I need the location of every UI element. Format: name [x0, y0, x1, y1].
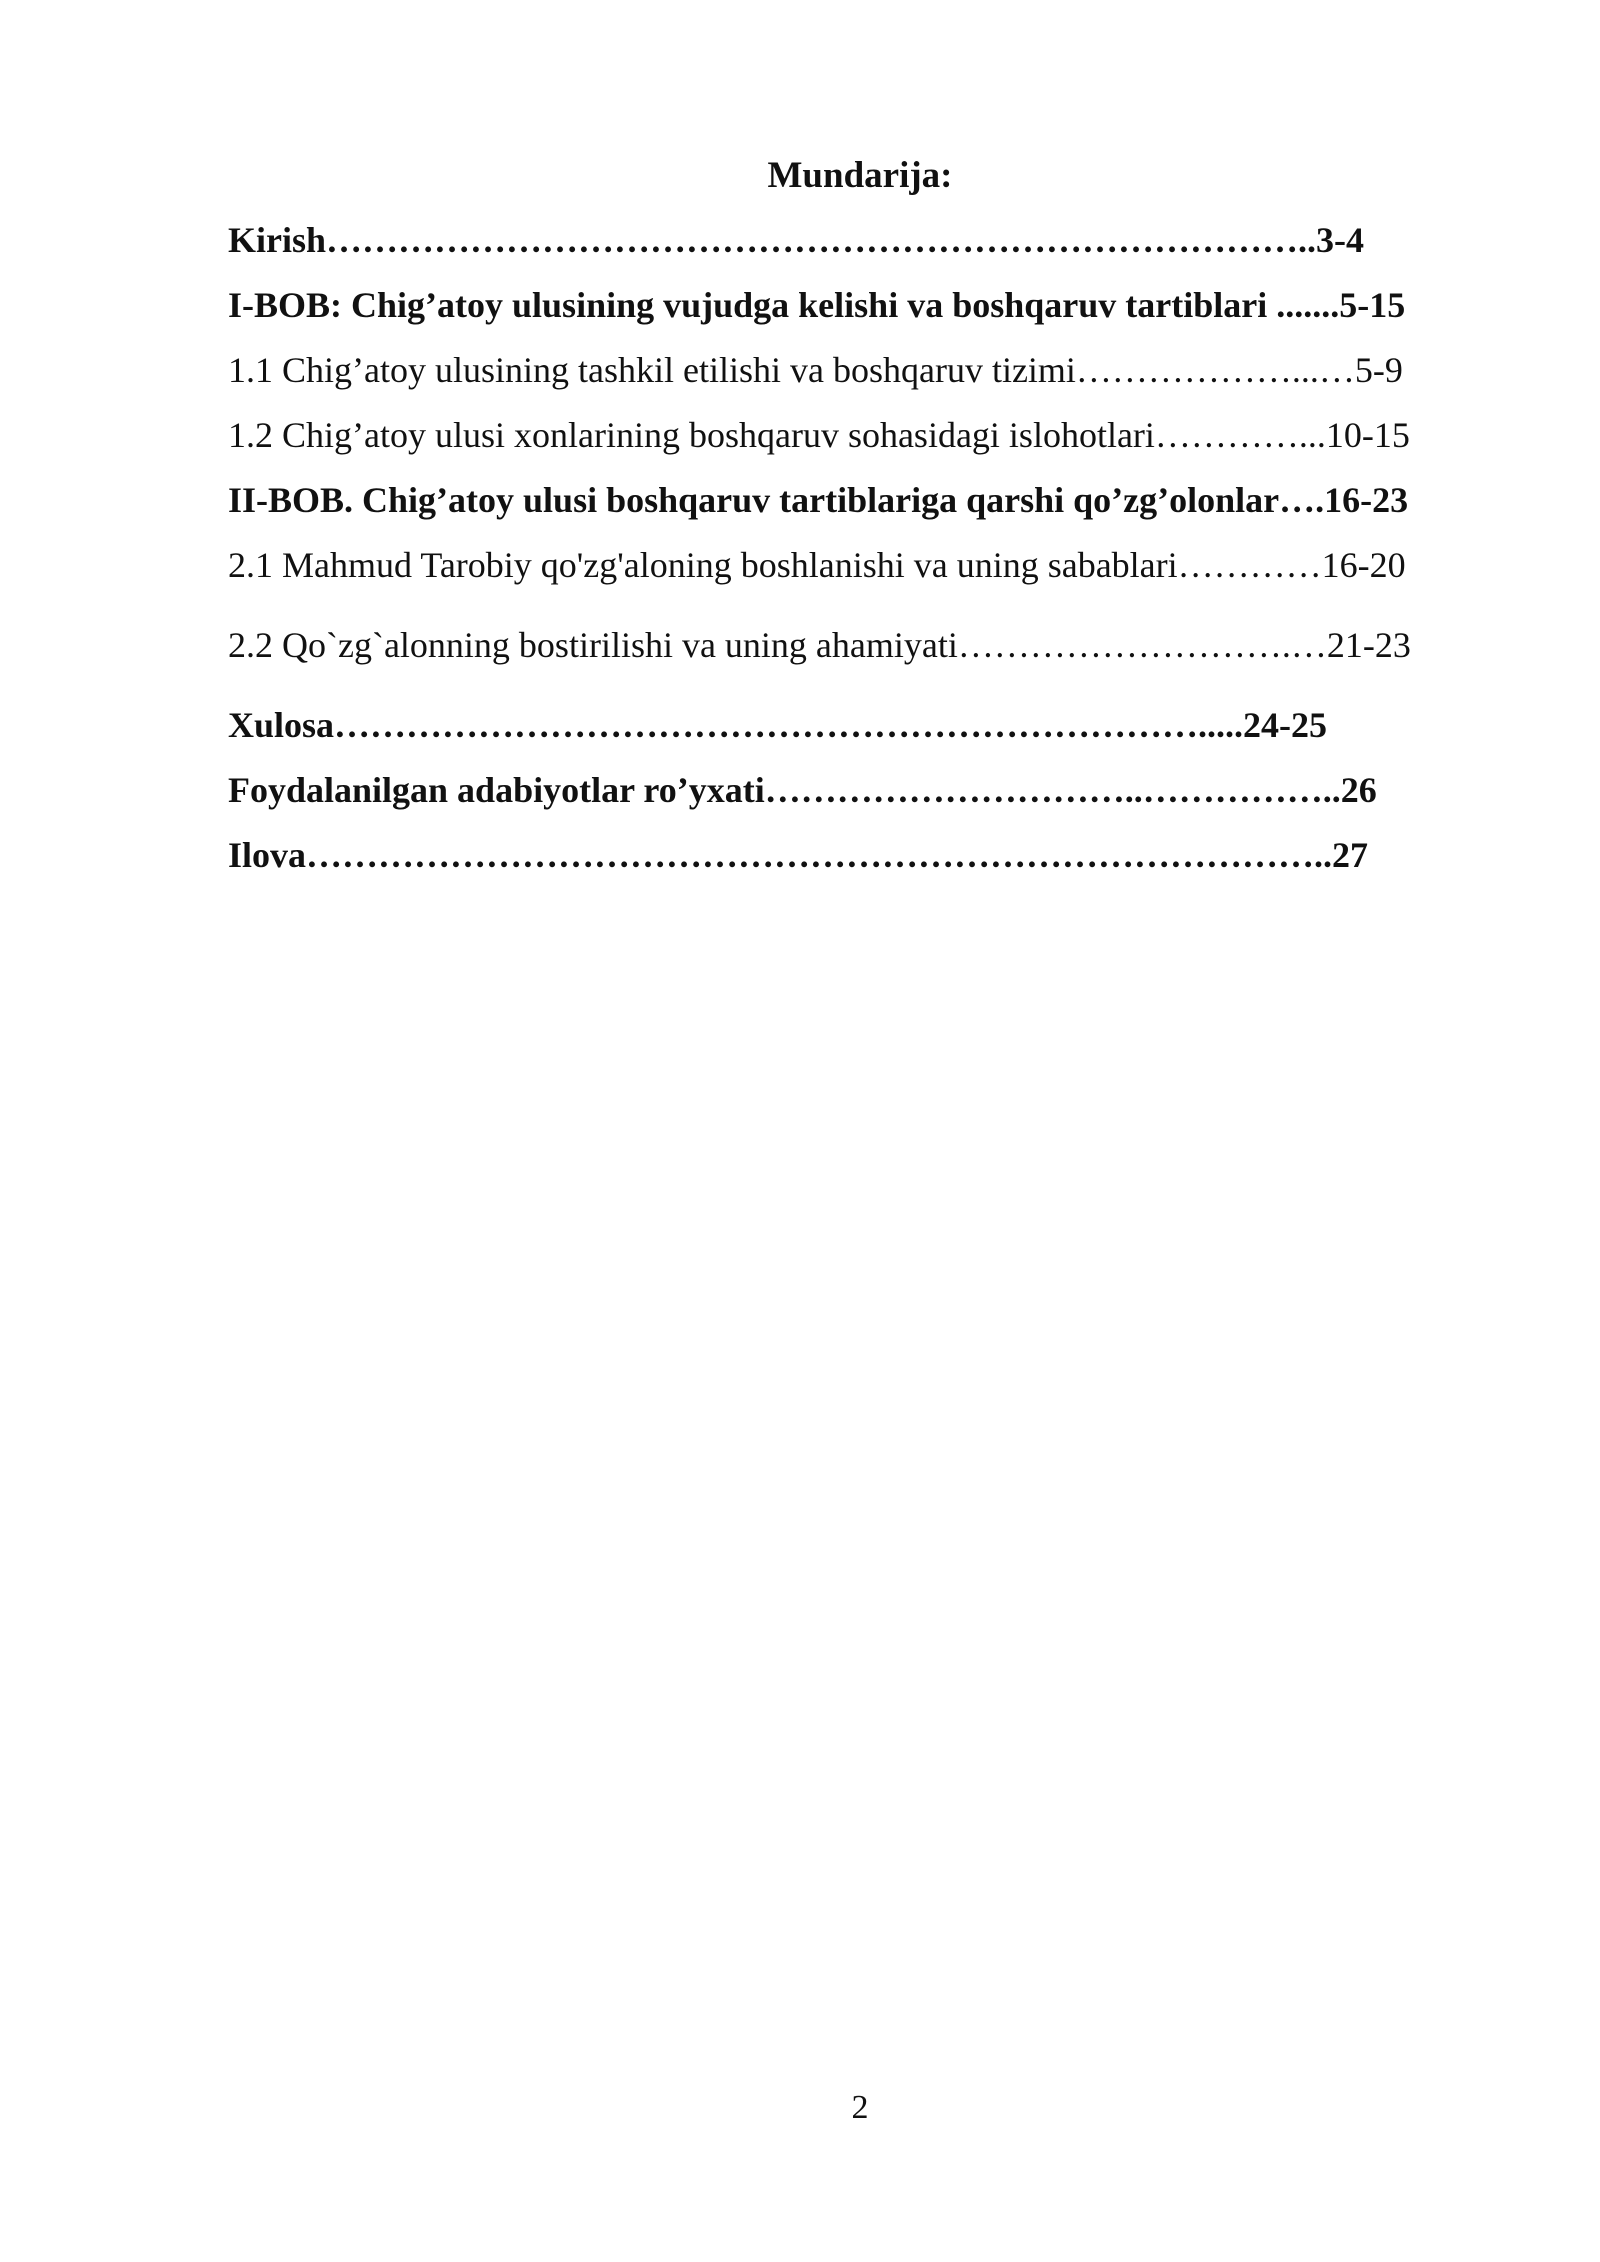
toc-entry-chapter-1: I-BOB: Chig’atoy ulusining vujudga kelishi va boshqaruv tartiblari .......5-15: [228, 285, 1406, 325]
toc-title: Mundarija:: [767, 155, 953, 196]
page-number: 2: [851, 2089, 869, 2126]
toc-entry-section-1-1: 1.1 Chig’atoy ulusining tashkil etilishi va boshqaruv tizimi………………...…5-9: [228, 350, 1403, 390]
toc-entry-xulosa: Xulosa……………………………………………………………….....24-25: [228, 705, 1328, 745]
toc-entry-section-2-1: 2.1 Mahmud Tarobiy qo'zg'aloning boshlanishi va uning sabablari…………16-20: [228, 545, 1406, 585]
toc-entry-chapter-2: II-BOB. Chig’atoy ulusi boshqaruv tartiblariga qarshi qo’zg’olonlar….16-23: [228, 480, 1409, 520]
toc-entry-ilova: Ilova…………………………………………………………………………..27: [228, 835, 1369, 875]
toc-entry-bibliography: Foydalanilgan adabiyotlar ro’yxati…………………………..……………..26: [228, 770, 1377, 810]
toc-entry-section-1-2: 1.2 Chig’atoy ulusi xonlarining boshqaruv sohasidagi islohotlari…………...10-15: [228, 415, 1410, 455]
toc-entry-section-2-2: 2.2 Qo`zg`alonning bostirilishi va uning ahamiyati……………………….…21-23: [228, 625, 1411, 665]
toc-entry-kirish: Kirish………………………………………………………………………..3-4: [228, 220, 1365, 260]
